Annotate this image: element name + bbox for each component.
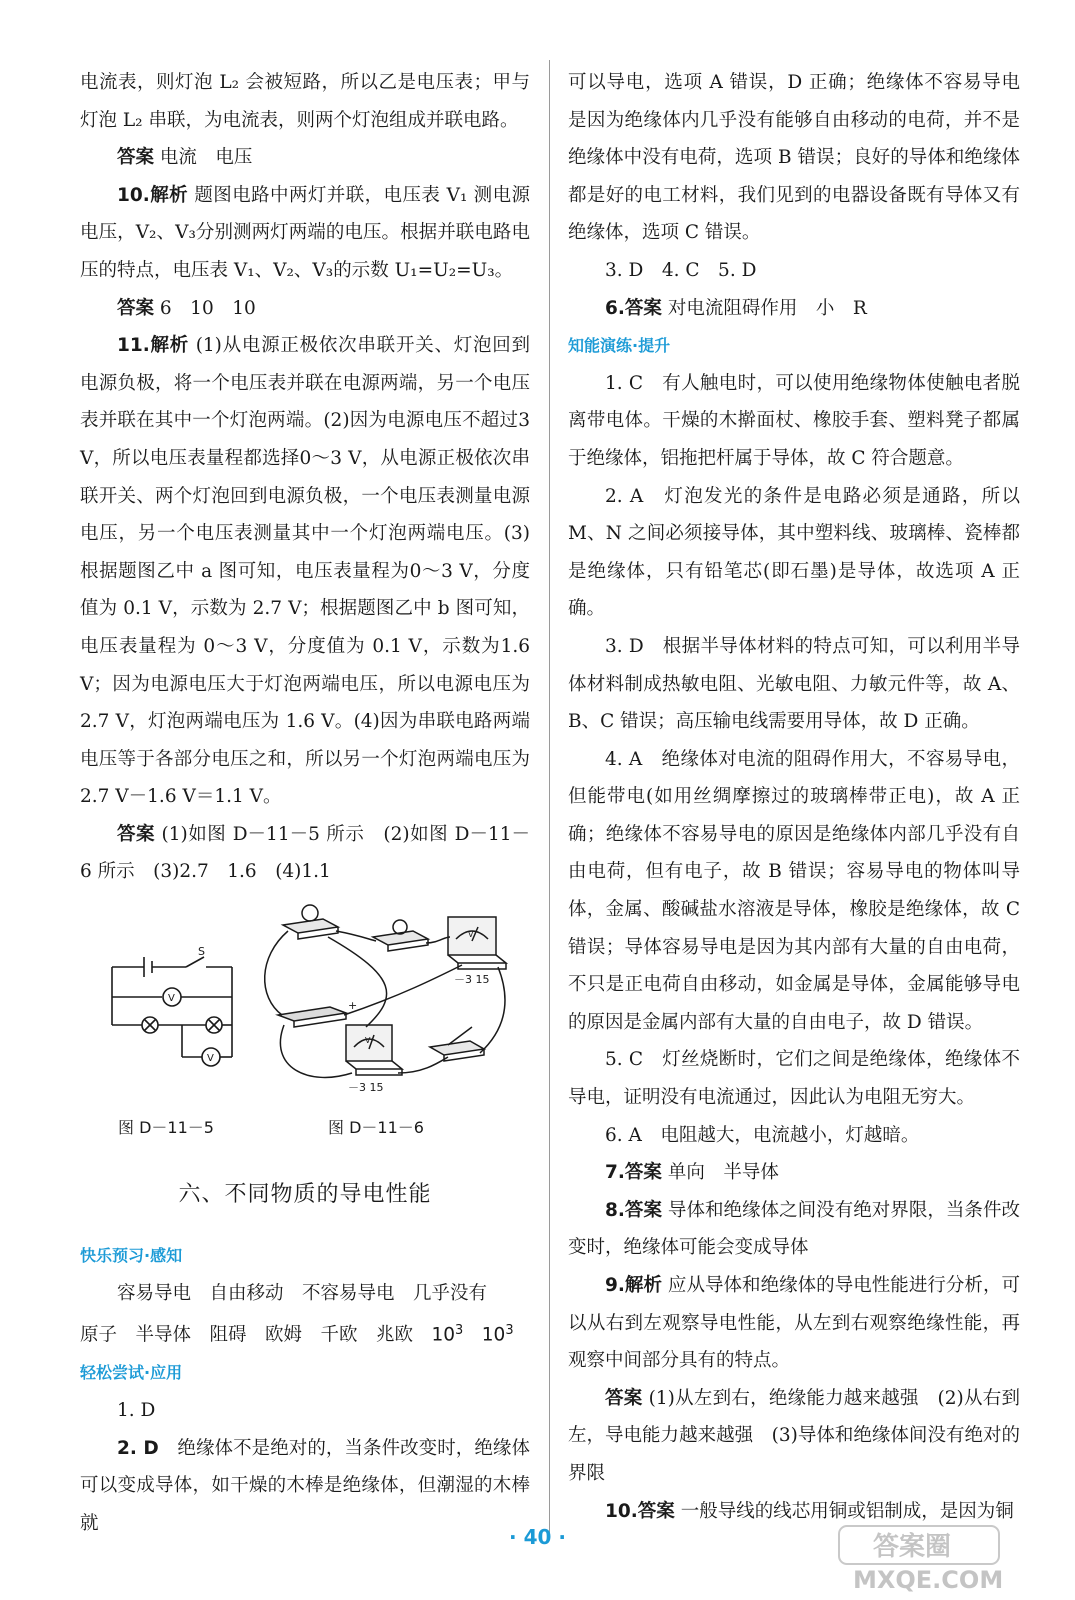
section-header-practice: 知能演练·提升 — [568, 336, 671, 356]
battery-plus-label: + — [348, 999, 358, 1013]
voltmeter-label-2: V — [207, 1053, 214, 1065]
watermark-logo — [833, 1522, 1053, 1592]
question-10-analysis: 10.解析 题图电路中两灯并联，电压表 V₁ 测电源电压，V₂、V₃分别测两灯两端的电压。根据并联电路电压的特点，电压表 V₁、V₂、V₃的示数 U₁=U₂=U₃。 — [80, 184, 530, 281]
practice-answer-1: 1. C 有人触电时，可以使用绝缘物体使触电者脱离带电体。干燥的木擀面杖、橡胶手套、塑料凳子都属于绝缘体，铝拖把杆属于导体，故 C 符合题意。 — [568, 372, 1020, 469]
figures-area — [80, 897, 530, 1138]
answers-3-5: 3. D 4. C 5. D — [605, 259, 757, 281]
left-paragraph-1: 电流表，则灯泡 L₂ 会被短路，所以乙是电压表；甲与灯泡 L₂ 串联，为电流表，则两个灯泡组成并联电路。 — [80, 72, 530, 131]
voltmeter-label-1: V — [168, 993, 175, 1005]
practice-answer-4: 4. A 绝缘体对电流的阻碍作用大，不容易导电，但能带电(如用丝绸摩擦过的玻璃棒带正电)，故 A 正确；绝缘体不容易导电的原因是绝缘体内部几乎没有自由电荷，但有电子，故 B 错误；容易导电的物体叫导体，金属、酸碱盐水溶液是导体，橡胶是绝缘体，故 C 错误；导体容易导电是因为其内部有大量的自由电荷，不只是正电荷自由移动，如金属是导体，金属能够导电的原因是金属内部有大量的自由电子，故 D 错误。 — [568, 748, 1020, 1033]
practice-answer-6: 6. A 电阻越大，电流越小，灯越暗。 — [605, 1124, 920, 1146]
practice-answer-10: 10.答案 一般导线的线芯用铜或铝制成，是因为铜 — [605, 1500, 1014, 1522]
figure-caption-d-11-5: 图 D－11－5 — [118, 1118, 214, 1138]
practice-answer-9: 答案 (1)从左到右，绝缘能力越来越强 (2)从右到左，导电能力越来越强 (3)导体和绝缘体间没有绝对的界限 — [568, 1387, 1020, 1484]
right-column — [568, 64, 1020, 1530]
answer-10: 答案 6 10 10 — [117, 297, 256, 319]
meter-face-label-bottom: V — [365, 1036, 371, 1046]
section-header-try: 轻松尝试·应用 — [80, 1363, 183, 1383]
terms-line-2: 原子 半导体 阻碍 欧姆 千欧 兆欧 $10^3$ $10^3$ — [80, 1323, 514, 1346]
practice-answer-2: 2. A 灯泡发光的条件是电路必须是通路，所以 M、N 之间必须接导体，其中塑料线、玻璃棒、瓷棒都是绝缘体，只有铅笔芯(即石墨)是导体，故选项 A 正确。 — [568, 485, 1020, 620]
scale-label-bottom: －3 15 — [348, 1081, 384, 1095]
page-number: · 40 · — [509, 1525, 566, 1549]
practice-answer-8: 8.答案 导体和绝缘体之间没有绝对界限，当条件改变时，绝缘体可能会变成导体 — [568, 1199, 1020, 1259]
chapter-title: 六、不同物质的导电性能 — [178, 1182, 432, 1208]
figure-caption-d-11-6: 图 D－11－6 — [328, 1118, 424, 1138]
right-paragraph-continued: 可以导电，选项 A 错误，D 正确；绝缘体不容易导电是因为绝缘体内几乎没有能够自由移动的电荷，并不是绝缘体中没有电荷，选项 B 错误；良好的导体和绝缘体都是好的电工材料，我们见到的电器设备既有导体又有绝缘体，选项 C 错误。 — [568, 72, 1020, 244]
answer-q1: 1. D — [117, 1399, 156, 1421]
answer-11: 答案 (1)如图 D－11－5 所示 (2)如图 D－11－6 所示 (3)2.7 1.6 (4)1.1 — [80, 823, 530, 883]
answer-1: 答案 电流 电压 — [117, 147, 253, 169]
watermark-url: MXQE.COM — [853, 1566, 1004, 1592]
terms-line-1: 容易导电 自由移动 不容易导电 几乎没有 — [117, 1282, 488, 1304]
meter-face-label-top: V — [468, 930, 474, 940]
circuit-diagram-d-11-5 — [102, 947, 242, 1077]
practice-answer-7: 7.答案 单向 半导体 — [605, 1162, 779, 1184]
question-11-analysis: 11.解析 (1)从电源正极依次串联开关、灯泡回到电源负极，将一个电压表并联在电源两端，另一个电压表并联在其中一个灯泡两端。(2)因为电源电压不超过3 V，所以电压表量程都选择0～3 V，从电源正极依次串联开关、两个灯泡回到电源负极，一个电压表测量电源电压，另一个电压表测量其中一个灯泡两端电压。(3)根据题图乙中 a 图可知，电压表量程为0～3 V，分度值为 0.1 V，示数为 2.7 V；根据题图乙中 b 图可知，电压表量程为 0～3 V，分度值为 0.1 V，示数为1.6 V；因为电源电压大于灯泡两端电压，所以电源电压为2.7 V，灯泡两端电压为 1.6 V。(4)因为串联电路两端电压等于各部分电压之和，所以另一个灯泡两端电压为2.7 V－1.6 V＝1.1 V。 — [80, 335, 530, 808]
circuit-drawing-d-11-6 — [248, 897, 528, 1097]
section-header-preview: 快乐预习·感知 — [80, 1246, 183, 1266]
watermark-text: 答案圈 — [873, 1532, 952, 1562]
practice-answer-5: 5. C 灯丝烧断时，它们之间是绝缘体，绝缘体不导电，证明没有电流通过，因此认为电阻无穷大。 — [568, 1049, 1020, 1109]
practice-answer-3: 3. D 根据半导体材料的特点可知，可以利用半导体材料制成热敏电阻、光敏电阻、力敏元件等，故 A、B、C 错误；高压输电线需要用导体，故 D 正确。 — [568, 635, 1020, 733]
left-column — [80, 64, 530, 1542]
answer-6: 6.答案 对电流阻碍作用 小 R — [605, 297, 867, 319]
switch-label: S — [198, 947, 205, 959]
practice-analysis-9: 9.解析 应从导体和绝缘体的导电性能进行分析，可以从右到左观察导电性能，从左到右观察绝缘性能，再观察中间部分具有的特点。 — [568, 1275, 1020, 1372]
column-divider — [549, 60, 550, 1540]
answer-q2: 2. D 绝缘体不是绝对的，当条件改变时，绝缘体可以变成导体，如干燥的木棒是绝缘体，但潮湿的木棒就 — [80, 1437, 530, 1534]
scale-label-top: －3 15 — [454, 973, 490, 987]
